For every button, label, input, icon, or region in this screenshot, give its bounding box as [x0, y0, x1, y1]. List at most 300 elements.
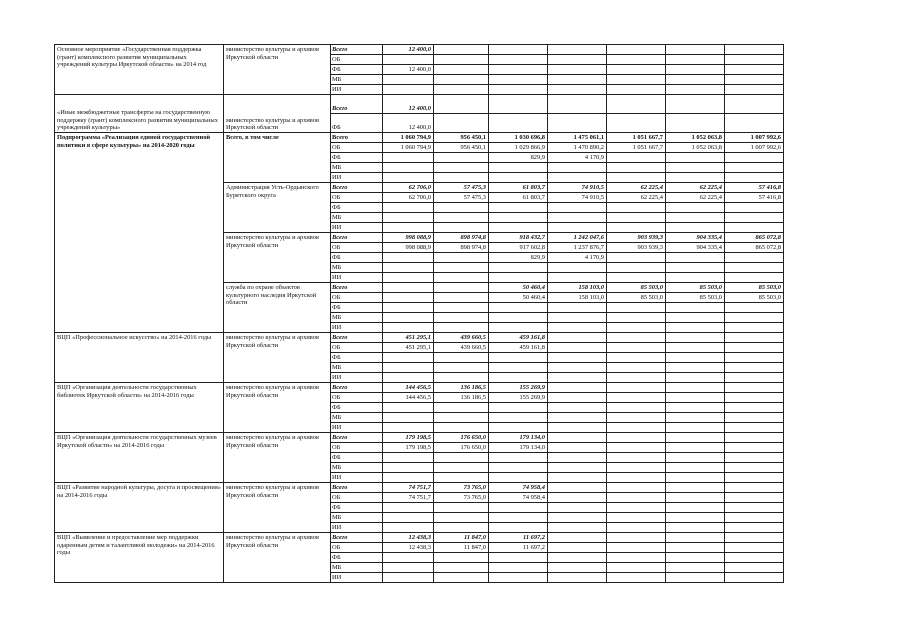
- amount-cell: [489, 45, 548, 55]
- amount-cell: [548, 573, 607, 583]
- amount-cell: [489, 373, 548, 383]
- amount-cell: [383, 463, 434, 473]
- amount-cell: 1 029 866,9: [489, 143, 548, 153]
- amount-cell: 179 198,5: [383, 443, 434, 453]
- amount-cell: [607, 443, 666, 453]
- amount-cell: [489, 313, 548, 323]
- amount-cell: 12 400,0: [383, 65, 434, 75]
- amount-cell: [548, 503, 607, 513]
- amount-cell: 144 456,5: [383, 393, 434, 403]
- amount-cell: [666, 75, 725, 85]
- amount-cell: [489, 523, 548, 533]
- amount-cell: [666, 223, 725, 233]
- funding-source-cell: Всего: [331, 333, 383, 343]
- table-row: [55, 433, 784, 443]
- amount-cell: [725, 473, 784, 483]
- amount-cell: [666, 153, 725, 163]
- amount-cell: 1 242 047,6: [548, 233, 607, 243]
- amount-cell: [607, 153, 666, 163]
- amount-cell: 904 335,4: [666, 243, 725, 253]
- amount-cell: [489, 553, 548, 563]
- amount-cell: 1 007 992,6: [725, 143, 784, 153]
- amount-cell: [725, 323, 784, 333]
- amount-cell: [725, 363, 784, 373]
- amount-cell: [489, 213, 548, 223]
- amount-cell: [725, 213, 784, 223]
- executor-cell: министерство культуры и архивов Иркутской области: [224, 45, 331, 95]
- amount-cell: 11 697,2: [489, 543, 548, 553]
- executor-cell: министерство культуры и архивов Иркутской области: [224, 95, 331, 133]
- amount-cell: 11 847,0: [434, 543, 489, 553]
- funding-source-cell: ФБ: [331, 503, 383, 513]
- amount-cell: [548, 483, 607, 493]
- amount-cell: 956 450,1: [434, 133, 489, 143]
- funding-source-cell: ИИ: [331, 273, 383, 283]
- amount-cell: [725, 303, 784, 313]
- amount-cell: 62 225,4: [666, 183, 725, 193]
- amount-cell: [607, 273, 666, 283]
- amount-cell: 74 958,4: [489, 483, 548, 493]
- funding-source-cell: ИИ: [331, 523, 383, 533]
- amount-cell: 829,9: [489, 253, 548, 263]
- amount-cell: [548, 95, 607, 114]
- executor-cell: министерство культуры и архивов Иркутской области: [224, 433, 331, 483]
- amount-cell: [666, 65, 725, 75]
- amount-cell: [607, 343, 666, 353]
- amount-cell: 50 460,4: [489, 283, 548, 293]
- amount-cell: [548, 413, 607, 423]
- amount-cell: [548, 55, 607, 65]
- amount-cell: [383, 313, 434, 323]
- funding-source-cell: ИИ: [331, 173, 383, 183]
- amount-cell: 1 060 794,9: [383, 133, 434, 143]
- funding-source-cell: ОБ: [331, 393, 383, 403]
- amount-cell: 1 052 063,8: [666, 143, 725, 153]
- amount-cell: [434, 153, 489, 163]
- amount-cell: [434, 563, 489, 573]
- amount-cell: [489, 413, 548, 423]
- program-name-cell: «Иные межбюджетные трансферты на государственную поддержку (грант) комплексного развития муниципальных учреждений культуры»: [55, 95, 224, 133]
- amount-cell: 12 438,3: [383, 543, 434, 553]
- amount-cell: [434, 363, 489, 373]
- funding-source-cell: ФБ: [331, 353, 383, 363]
- amount-cell: 1 470 890,2: [548, 143, 607, 153]
- amount-cell: 85 503,0: [725, 293, 784, 303]
- amount-cell: [666, 55, 725, 65]
- amount-cell: 4 170,9: [548, 153, 607, 163]
- amount-cell: [725, 333, 784, 343]
- amount-cell: [725, 383, 784, 393]
- amount-cell: [607, 493, 666, 503]
- amount-cell: [666, 263, 725, 273]
- amount-cell: [489, 163, 548, 173]
- funding-source-cell: МБ: [331, 413, 383, 423]
- program-name-cell: ВЦП «Организация деятельности государственных библиотек Иркутской области» на 2014-2016 годы: [55, 383, 224, 433]
- amount-cell: [725, 75, 784, 85]
- amount-cell: [607, 553, 666, 563]
- funding-source-cell: ОБ: [331, 143, 383, 153]
- amount-cell: [607, 563, 666, 573]
- amount-cell: [434, 75, 489, 85]
- amount-cell: [489, 363, 548, 373]
- amount-cell: [548, 273, 607, 283]
- amount-cell: [548, 443, 607, 453]
- amount-cell: [548, 543, 607, 553]
- amount-cell: [666, 373, 725, 383]
- amount-cell: [489, 503, 548, 513]
- amount-cell: [434, 573, 489, 583]
- amount-cell: 451 295,1: [383, 333, 434, 343]
- amount-cell: [725, 403, 784, 413]
- amount-cell: [548, 393, 607, 403]
- amount-cell: [725, 493, 784, 503]
- amount-cell: [548, 353, 607, 363]
- amount-cell: [548, 173, 607, 183]
- amount-cell: [434, 553, 489, 563]
- funding-source-cell: МБ: [331, 75, 383, 85]
- amount-cell: [383, 303, 434, 313]
- funding-source-cell: ФБ: [331, 553, 383, 563]
- amount-cell: [489, 55, 548, 65]
- amount-cell: [725, 423, 784, 433]
- funding-source-cell: ФБ: [331, 203, 383, 213]
- amount-cell: [434, 223, 489, 233]
- funding-source-cell: Всего: [331, 133, 383, 143]
- amount-cell: [383, 373, 434, 383]
- table-row: [55, 133, 784, 143]
- amount-cell: [434, 95, 489, 114]
- amount-cell: [489, 114, 548, 133]
- amount-cell: [725, 563, 784, 573]
- amount-cell: 62 225,4: [607, 193, 666, 203]
- funding-source-cell: МБ: [331, 213, 383, 223]
- amount-cell: 74 910,5: [548, 193, 607, 203]
- funding-source-cell: ОБ: [331, 193, 383, 203]
- amount-cell: [666, 443, 725, 453]
- amount-cell: [725, 523, 784, 533]
- amount-cell: [607, 413, 666, 423]
- amount-cell: 917 602,8: [489, 243, 548, 253]
- funding-source-cell: ИИ: [331, 323, 383, 333]
- amount-cell: [383, 75, 434, 85]
- amount-cell: [548, 114, 607, 133]
- amount-cell: [434, 303, 489, 313]
- table-row: [55, 383, 784, 393]
- amount-cell: [489, 513, 548, 523]
- program-name-cell: ВЦП «Развитие народной культуры, досуга и просвещения» на 2014-2016 годы: [55, 483, 224, 533]
- amount-cell: 459 161,8: [489, 333, 548, 343]
- amount-cell: [607, 363, 666, 373]
- amount-cell: [548, 75, 607, 85]
- amount-cell: [607, 253, 666, 263]
- amount-cell: 1 475 061,1: [548, 133, 607, 143]
- amount-cell: [548, 85, 607, 95]
- amount-cell: 451 295,1: [383, 343, 434, 353]
- amount-cell: [666, 114, 725, 133]
- amount-cell: [666, 513, 725, 523]
- amount-cell: [607, 423, 666, 433]
- funding-source-cell: ФБ: [331, 114, 383, 133]
- amount-cell: [607, 433, 666, 443]
- amount-cell: 158 103,0: [548, 293, 607, 303]
- executor-cell: министерство культуры и архивов Иркутской области: [224, 483, 331, 533]
- amount-cell: 11 847,0: [434, 533, 489, 543]
- amount-cell: [383, 173, 434, 183]
- amount-cell: [434, 373, 489, 383]
- amount-cell: [725, 503, 784, 513]
- amount-cell: [548, 303, 607, 313]
- amount-cell: [666, 303, 725, 313]
- amount-cell: [383, 253, 434, 263]
- table-row: [55, 533, 784, 543]
- amount-cell: [383, 473, 434, 483]
- amount-cell: [666, 363, 725, 373]
- amount-cell: [607, 263, 666, 273]
- amount-cell: [548, 313, 607, 323]
- amount-cell: [725, 353, 784, 363]
- amount-cell: 179 198,5: [383, 433, 434, 443]
- amount-cell: [607, 323, 666, 333]
- amount-cell: [434, 323, 489, 333]
- amount-cell: [725, 263, 784, 273]
- amount-cell: [434, 203, 489, 213]
- funding-source-cell: ОБ: [331, 443, 383, 453]
- funding-source-cell: МБ: [331, 513, 383, 523]
- amount-cell: [548, 263, 607, 273]
- amount-cell: [489, 273, 548, 283]
- funding-source-cell: ИИ: [331, 85, 383, 95]
- amount-cell: 829,9: [489, 153, 548, 163]
- amount-cell: [489, 263, 548, 273]
- table-row: [55, 45, 784, 55]
- amount-cell: [434, 523, 489, 533]
- budget-table: [54, 44, 784, 583]
- amount-cell: [548, 493, 607, 503]
- amount-cell: [489, 453, 548, 463]
- amount-cell: [607, 213, 666, 223]
- amount-cell: [666, 203, 725, 213]
- executor-cell: Администрация Усть-Ордынского Бурятского округа: [224, 183, 331, 233]
- amount-cell: 62 225,4: [607, 183, 666, 193]
- amount-cell: [434, 313, 489, 323]
- amount-cell: 158 103,0: [548, 283, 607, 293]
- amount-cell: 57 416,8: [725, 183, 784, 193]
- amount-cell: [725, 483, 784, 493]
- amount-cell: [666, 95, 725, 114]
- executor-cell: министерство культуры и архивов Иркутской области: [224, 383, 331, 433]
- amount-cell: [666, 563, 725, 573]
- funding-source-cell: ФБ: [331, 253, 383, 263]
- amount-cell: [489, 303, 548, 313]
- funding-source-cell: Всего: [331, 283, 383, 293]
- amount-cell: 62 706,0: [383, 183, 434, 193]
- amount-cell: [607, 573, 666, 583]
- amount-cell: 155 269,9: [489, 393, 548, 403]
- amount-cell: [666, 173, 725, 183]
- amount-cell: [725, 553, 784, 563]
- amount-cell: [666, 453, 725, 463]
- amount-cell: [434, 173, 489, 183]
- amount-cell: [725, 343, 784, 353]
- amount-cell: 176 650,0: [434, 433, 489, 443]
- funding-source-cell: Всего: [331, 383, 383, 393]
- amount-cell: 144 456,5: [383, 383, 434, 393]
- amount-cell: 57 416,8: [725, 193, 784, 203]
- amount-cell: [383, 163, 434, 173]
- funding-source-cell: ИИ: [331, 573, 383, 583]
- amount-cell: 85 503,0: [607, 283, 666, 293]
- amount-cell: 136 186,5: [434, 383, 489, 393]
- amount-cell: [666, 433, 725, 443]
- amount-cell: [607, 95, 666, 114]
- amount-cell: [725, 433, 784, 443]
- amount-cell: [548, 363, 607, 373]
- amount-cell: [666, 463, 725, 473]
- amount-cell: [434, 473, 489, 483]
- amount-cell: [725, 223, 784, 233]
- funding-source-cell: Всего: [331, 95, 383, 114]
- funding-source-cell: ОБ: [331, 243, 383, 253]
- amount-cell: [548, 523, 607, 533]
- amount-cell: [434, 263, 489, 273]
- amount-cell: [548, 343, 607, 353]
- funding-source-cell: МБ: [331, 163, 383, 173]
- executor-cell: министерство культуры и архивов Иркутской области: [224, 333, 331, 383]
- amount-cell: [666, 383, 725, 393]
- amount-cell: [666, 423, 725, 433]
- amount-cell: 12 438,3: [383, 533, 434, 543]
- funding-source-cell: ФБ: [331, 453, 383, 463]
- funding-source-cell: Всего: [331, 533, 383, 543]
- funding-source-cell: ФБ: [331, 303, 383, 313]
- amount-cell: [383, 263, 434, 273]
- amount-cell: 998 088,9: [383, 233, 434, 243]
- amount-cell: [383, 453, 434, 463]
- amount-cell: [434, 45, 489, 55]
- amount-cell: [548, 563, 607, 573]
- amount-cell: [725, 203, 784, 213]
- funding-source-cell: Всего: [331, 483, 383, 493]
- amount-cell: [666, 323, 725, 333]
- amount-cell: [383, 55, 434, 65]
- amount-cell: [383, 513, 434, 523]
- amount-cell: [725, 413, 784, 423]
- program-name-cell: Подпрограмма «Реализация единой государственной политики в сфере культуры» на 2014-2020 годы: [55, 133, 224, 333]
- amount-cell: 12 400,0: [383, 114, 434, 133]
- amount-cell: [666, 343, 725, 353]
- funding-source-cell: ИИ: [331, 373, 383, 383]
- funding-source-cell: ФБ: [331, 65, 383, 75]
- funding-source-cell: ОБ: [331, 343, 383, 353]
- amount-cell: [383, 203, 434, 213]
- amount-cell: [607, 383, 666, 393]
- amount-cell: [666, 393, 725, 403]
- amount-cell: [548, 223, 607, 233]
- amount-cell: 61 803,7: [489, 193, 548, 203]
- amount-cell: [666, 473, 725, 483]
- amount-cell: [434, 453, 489, 463]
- amount-cell: [607, 393, 666, 403]
- amount-cell: [607, 163, 666, 173]
- executor-cell: министерство культуры и архивов Иркутской области: [224, 533, 331, 583]
- amount-cell: [725, 313, 784, 323]
- executor-cell: министерство культуры и архивов Иркутской области: [224, 233, 331, 283]
- program-name-cell: ВЦП «Выявление и предоставление мер поддержки одаренным детям и талантливой молодежи» на 2014-2016 годы: [55, 533, 224, 583]
- amount-cell: 1 007 992,6: [725, 133, 784, 143]
- funding-source-cell: МБ: [331, 463, 383, 473]
- amount-cell: [434, 423, 489, 433]
- amount-cell: 74 751,7: [383, 483, 434, 493]
- amount-cell: [666, 553, 725, 563]
- amount-cell: [548, 533, 607, 543]
- amount-cell: [666, 353, 725, 363]
- amount-cell: [548, 373, 607, 383]
- amount-cell: 62 225,4: [666, 193, 725, 203]
- amount-cell: [383, 283, 434, 293]
- amount-cell: [725, 533, 784, 543]
- amount-cell: [725, 273, 784, 283]
- amount-cell: [725, 173, 784, 183]
- amount-cell: [548, 403, 607, 413]
- amount-cell: [666, 543, 725, 553]
- funding-source-cell: ОБ: [331, 493, 383, 503]
- amount-cell: [489, 65, 548, 75]
- amount-cell: [548, 213, 607, 223]
- table-row: [55, 333, 784, 343]
- amount-cell: [666, 163, 725, 173]
- amount-cell: [607, 45, 666, 55]
- amount-cell: 1 051 667,7: [607, 133, 666, 143]
- amount-cell: 155 269,9: [489, 383, 548, 393]
- amount-cell: [548, 513, 607, 523]
- amount-cell: [548, 203, 607, 213]
- amount-cell: [725, 45, 784, 55]
- amount-cell: [548, 453, 607, 463]
- amount-cell: 1 030 696,8: [489, 133, 548, 143]
- amount-cell: [434, 213, 489, 223]
- funding-source-cell: ОБ: [331, 293, 383, 303]
- amount-cell: [607, 353, 666, 363]
- amount-cell: [725, 163, 784, 173]
- amount-cell: [666, 413, 725, 423]
- amount-cell: 903 939,3: [607, 233, 666, 243]
- amount-cell: [725, 573, 784, 583]
- amount-cell: [725, 55, 784, 65]
- table-row: [55, 483, 784, 493]
- amount-cell: 1 052 063,8: [666, 133, 725, 143]
- amount-cell: 998 088,9: [383, 243, 434, 253]
- executor-cell: служба по охране объектов культурного наследия Иркутской области: [224, 283, 331, 333]
- amount-cell: [434, 403, 489, 413]
- amount-cell: [383, 563, 434, 573]
- amount-cell: [607, 543, 666, 553]
- amount-cell: [434, 353, 489, 363]
- amount-cell: [607, 85, 666, 95]
- amount-cell: [489, 473, 548, 483]
- amount-cell: [383, 293, 434, 303]
- amount-cell: [548, 423, 607, 433]
- amount-cell: [666, 493, 725, 503]
- amount-cell: 898 974,8: [434, 243, 489, 253]
- amount-cell: [489, 203, 548, 213]
- budget-table-page: [54, 44, 784, 583]
- amount-cell: [725, 443, 784, 453]
- amount-cell: [383, 353, 434, 363]
- amount-cell: 61 803,7: [489, 183, 548, 193]
- amount-cell: [548, 553, 607, 563]
- amount-cell: [607, 463, 666, 473]
- amount-cell: 12 400,0: [383, 95, 434, 114]
